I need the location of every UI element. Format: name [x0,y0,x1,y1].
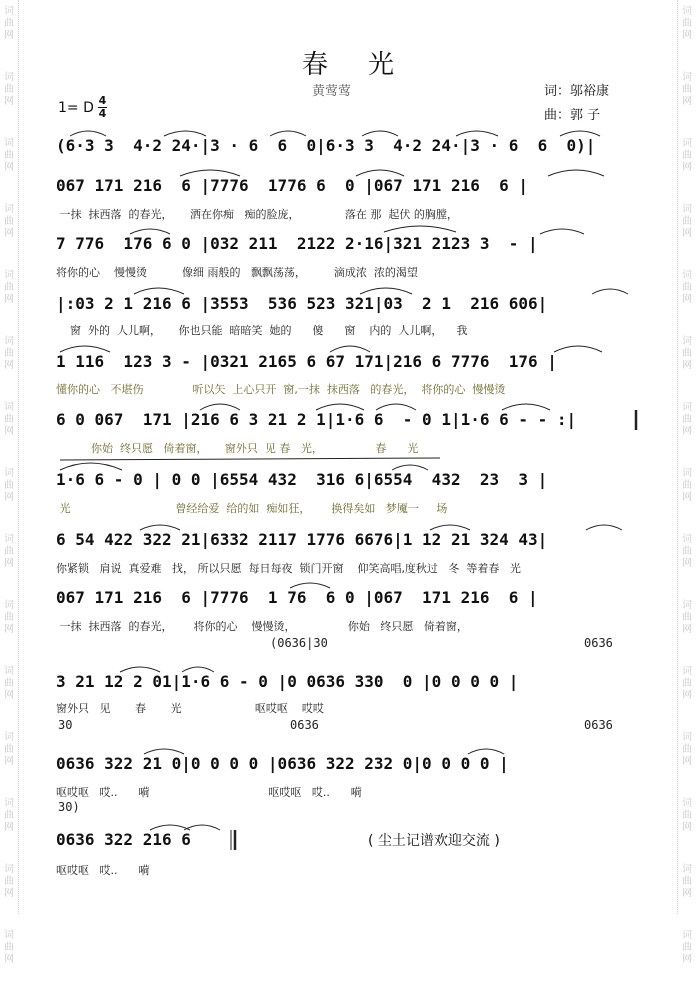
watermark-repeat: 词 曲 网 [4,270,14,305]
watermark-right-strip [677,0,696,965]
composer-credit: 曲：郭 子 [544,108,601,123]
watermark-repeat: 词 曲 网 [682,534,692,569]
part-cue-5: 0636 [584,718,613,732]
watermark-repeat: 词 曲 网 [4,930,14,965]
watermark-repeat: 词 曲 网 [4,336,14,371]
score-row-5: 1 116 123 3 - |0321 2165 6 67 171|216 6 7776 176 | [56,352,557,371]
watermark-repeat: 词 曲 网 [682,204,692,239]
watermark-repeat: 词 曲 网 [682,402,692,437]
lyric-row-4: 窗 外的 人儿啊， 你也只能 暗暗笑 她的 傻 窗 内的 人儿啊， 我 [56,324,468,337]
watermark-repeat: 词 曲 网 [4,468,14,503]
watermark-repeat: 词 曲 网 [682,930,692,965]
lyric-row-10: 窗外只 见 春 光 呕哎呕 哎哎 [56,702,324,715]
score-row-2: 067 171 216 6 |7776 1776 6 0 |067 171 216 6 | [56,176,529,195]
watermark-repeat: 词 曲 网 [682,798,692,833]
watermark-repeat: 词 曲 网 [682,600,692,635]
watermark-repeat: 词 曲 网 [4,798,14,833]
watermark-repeat: 词 曲 网 [4,732,14,767]
part-cue-2: 0636 [584,636,613,650]
part-cue-1: (0636|30 [270,636,328,650]
lyric-row-11: 呕哎呕 哎.. 嗬 呕哎呕 哎.. 嗬 [56,786,362,799]
watermark-repeat: 词 曲 网 [4,402,14,437]
watermark-repeat: 词 曲 网 [682,336,692,371]
singer-name: 黄莺莺 [312,84,352,99]
lyric-row-8: 你紧锁 肩说 真爱难 找， 所以只愿 每日每夜 锁门开窗 仰笑高唱,度秋过 冬 等着春 光 [56,562,521,575]
time-signature [98,96,107,119]
watermark-repeat: 词 曲 网 [682,468,692,503]
lyric-row-9: 一抹 抹西落 的春光， 将你的心 慢慢烫， 你始 终只愿 倚着窗， [56,620,468,633]
score-row-4: |:03 2 1 216 6 |3553 536 523 321|03 2 1 216 606| [56,294,548,313]
score-row-9: 067 171 216 6 |7776 1 76 6 0 |067 171 216 6 | [56,588,538,607]
footer-note: ( 尘土记谱欢迎交流 ) [368,833,500,849]
lyric-row-2: 一抹 抹西落 的春光， 洒在你痴 痴的脸庞， 落在 那 起伏 的胸膛， [56,208,458,221]
lyricist-credit: 词：邬裕康 [544,84,610,99]
part-cue-3: 30 [58,718,73,732]
watermark-left-strip [0,0,19,965]
watermark-repeat: 词 曲 网 [4,138,14,173]
score-row-8: 6 54 422 322 21|6332 2117 1776 6676|1 12 21 324 43| [56,530,548,549]
watermark-repeat: 词 曲 网 [4,600,14,635]
score-row-7: 1·6 6 - 0 | 0 0 |6554 432 316 6|6554 432 23 3 | [56,470,548,489]
key-signature: 1= D [58,100,94,116]
lyric-row-7: 光 曾经给爱 给的如 痴如狂， 换得矣如 梦魇一 场 [56,502,448,515]
watermark-repeat: 词 曲 网 [682,270,692,305]
lyric-row-12: 呕哎呕 哎.. 嗬 [56,864,150,877]
watermark-repeat: 词 曲 网 [682,864,692,899]
score-row-1: (6·3 3 4·2 24·|3 · 6 6 0|6·3 3 4·2 24·|3 · 6 6 0)| [56,136,596,155]
watermark-repeat: 词 曲 网 [682,666,692,701]
lyric-row-5: 懂你的心 不堪伤 听以矢 上心只开 窗,一抹 抹西落 的春光， 将你的心 慢慢烫 [56,383,506,396]
watermark-repeat: 词 曲 网 [682,732,692,767]
lyric-row-3: 将你的心 慢慢烫 像细 雨般的 飘飘荡荡， 滴成浓 浓的渴望 [56,266,418,279]
song-title: 春光 [301,50,434,80]
watermark-repeat: 词 曲 网 [4,72,14,107]
score-row-12: 0636 322 216 6 [56,830,191,849]
watermark-right: 词 曲 网 [682,6,692,41]
watermark-left: 词 曲 网 [4,6,14,41]
part-cue-6: 30) [58,800,80,814]
score-row-10: 3 21 12 2 01|1·6 6 - 0 |0 0636 330 0 |0 0 0 0 | [56,672,519,691]
watermark-repeat: 词 曲 网 [4,534,14,569]
time-signature-top: 4 [98,94,107,107]
score-row-3: 7 776 176 6 0 |032 211 2122 2·16|321 2123 3 - | [56,234,538,253]
watermark-repeat: 词 曲 网 [4,666,14,701]
part-cue-4: 0636 [290,718,319,732]
score-row-6: 6 0 067 171 |216 6 3 21 2 1|1·6 6 - 0 1|1·6 6 - - :| [56,410,577,429]
time-signature-bottom: 4 [98,107,107,120]
watermark-repeat: 词 曲 网 [682,72,692,107]
watermark-repeat: 词 曲 网 [4,204,14,239]
watermark-repeat: 词 曲 网 [682,138,692,173]
watermark-repeat: 词 曲 网 [4,864,14,899]
score-row-11: 0636 322 21 0|0 0 0 0 |0636 322 232 0|0 0 0 0 | [56,754,509,773]
lyric-row-6: 你始 终只愿 倚着窗， 窗外只 见 春 光， 春 光 [56,442,419,455]
